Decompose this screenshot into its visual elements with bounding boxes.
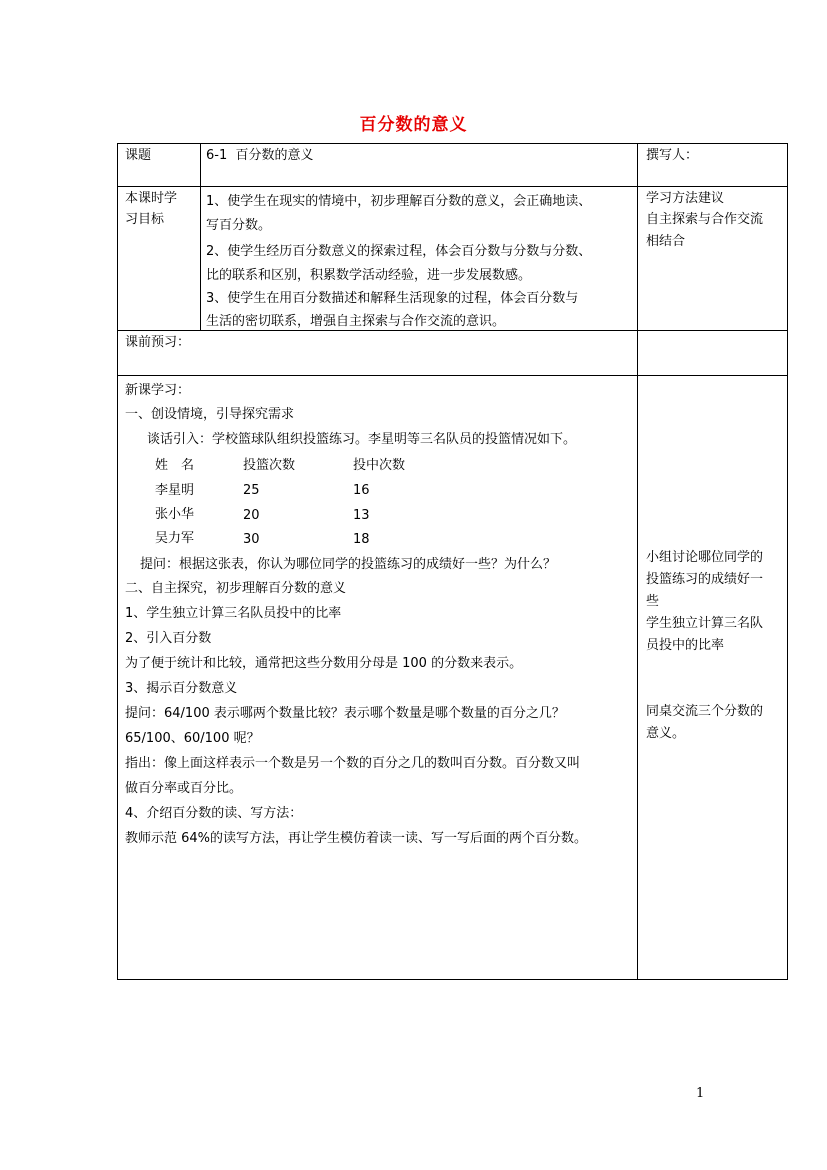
author-label: 撰写人： xyxy=(646,148,699,163)
section-2-title: 二、自主探究，初步理解百分数的意义 xyxy=(125,581,347,596)
method-line-1: 学习方法建议 xyxy=(646,191,725,206)
lesson-heading: 新课学习： xyxy=(125,383,191,398)
goals-label-line1: 本课时学 xyxy=(125,191,178,206)
step-4-text: 教师示范 64%的读写方法，再让学生模仿着读一读、写一写后面的两个百分数。 xyxy=(125,831,588,846)
table-row-2-name: 张小华 xyxy=(155,507,195,522)
topic-label: 课题 xyxy=(125,148,152,163)
table-row-3-attempts: 30 xyxy=(243,532,260,547)
goals-label-line2: 习目标 xyxy=(125,212,165,227)
table-row-2-attempts: 20 xyxy=(243,508,260,523)
table-row-1-hits: 16 xyxy=(353,483,370,498)
side-note-2-line-2: 员投中的比率 xyxy=(646,638,725,653)
side-note-3-line-2: 意义。 xyxy=(646,726,686,741)
step-2-text: 为了便于统计和比较，通常把这些分数用分母是 100 的分数来表示。 xyxy=(125,656,523,671)
table-row-2-hits: 13 xyxy=(353,508,370,523)
goal-line-2: 写百分数。 xyxy=(206,218,272,233)
side-note-1-line-3: 些 xyxy=(646,594,660,609)
side-note-2-line-1: 学生独立计算三名队 xyxy=(646,616,764,631)
table-header-hits: 投中次数 xyxy=(353,458,406,473)
goal-line-3: 2、使学生经历百分数意义的探索过程，体会百分数与分数与分数、 xyxy=(206,244,592,259)
step-3-point-1: 指出：像上面这样表示一个数是另一个数的百分之几的数叫百分数。百分数又叫 xyxy=(125,756,581,771)
page-number: 1 xyxy=(696,1086,705,1101)
goal-line-5: 3、使学生在用百分数描述和解释生活现象的过程，体会百分数与 xyxy=(206,291,579,306)
preview-label: 课前预习： xyxy=(125,335,191,350)
col-divider-right xyxy=(637,143,638,980)
side-note-1-line-1: 小组讨论哪位同学的 xyxy=(646,550,764,565)
step-3-question-1: 提问：64/100 表示哪两个数量比较？表示哪个数量是哪个数量的百分之几？ xyxy=(125,706,565,721)
goal-line-4: 比的联系和区别，积累数学活动经验，进一步发展数感。 xyxy=(206,268,532,283)
side-note-3-line-1: 同桌交流三个分数的 xyxy=(646,704,764,719)
col-divider-left xyxy=(200,143,201,331)
question-text: 提问：根据这张表，你认为哪位同学的投篮练习的成绩好一些？为什么？ xyxy=(140,557,557,572)
goal-line-6: 生活的密切联系，增强自主探索与合作交流的意识。 xyxy=(206,314,506,329)
row-divider-1 xyxy=(117,186,788,187)
section-1-title: 一、创设情境，引导探究需求 xyxy=(125,407,295,422)
step-3: 3、揭示百分数意义 xyxy=(125,681,238,696)
method-line-2: 自主探索与合作交流 xyxy=(646,212,764,227)
row-divider-3 xyxy=(117,375,788,376)
table-row-1-attempts: 25 xyxy=(243,483,260,498)
method-line-3: 相结合 xyxy=(646,234,686,249)
goal-line-1: 1、使学生在现实的情境中，初步理解百分数的意义，会正确地读、 xyxy=(206,194,592,209)
page-title: 百分数的意义 xyxy=(359,115,468,135)
side-note-1-line-2: 投篮练习的成绩好一 xyxy=(646,572,764,587)
table-header-name: 姓 名 xyxy=(155,458,195,473)
table-row-1-name: 李星明 xyxy=(155,483,195,498)
step-2: 2、引入百分数 xyxy=(125,631,212,646)
table-row-3-name: 吴力军 xyxy=(155,531,195,546)
intro-text: 谈话引入：学校篮球队组织投篮练习。李星明等三名队员的投篮情况如下。 xyxy=(147,432,577,447)
topic-value: 6-1 百分数的意义 xyxy=(206,148,314,163)
table-row-3-hits: 18 xyxy=(353,532,370,547)
step-3-point-2: 做百分率或百分比。 xyxy=(125,781,243,796)
table-header-attempts: 投篮次数 xyxy=(243,458,296,473)
step-4: 4、介绍百分数的读、写方法： xyxy=(125,806,303,821)
step-3-question-2: 65/100、60/100 呢？ xyxy=(125,731,260,746)
step-1: 1、学生独立计算三名队员投中的比率 xyxy=(125,606,342,621)
